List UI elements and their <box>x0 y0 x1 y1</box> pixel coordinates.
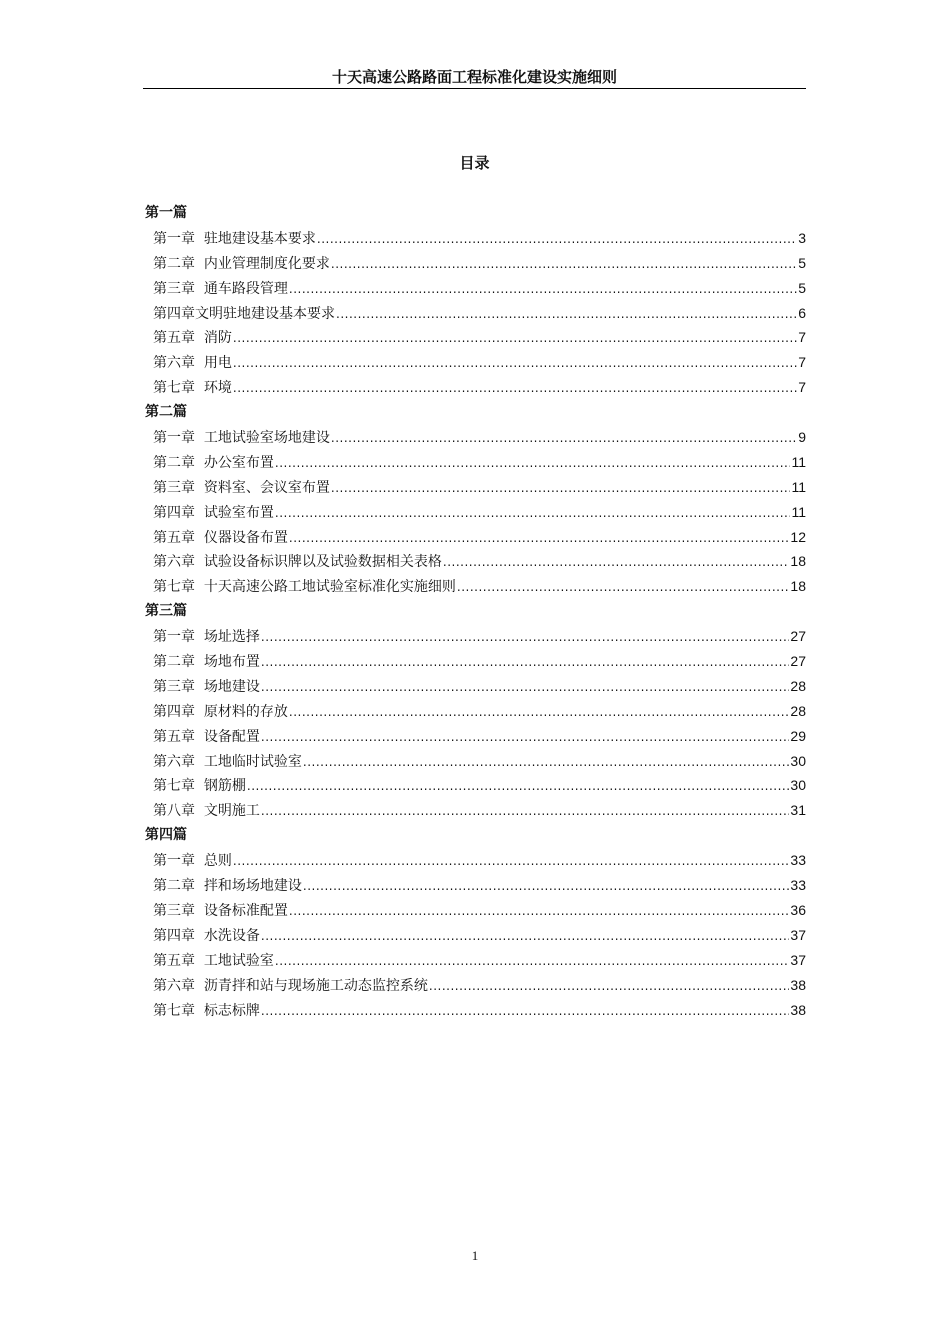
toc-dot-leader <box>261 650 790 675</box>
toc-dot-leader <box>275 501 791 526</box>
toc-part-title: 第三篇 <box>145 603 187 620</box>
toc-entry[interactable] <box>145 873 806 898</box>
toc-entry-page: 31 <box>790 802 806 819</box>
toc-entry-page: 38 <box>790 976 806 993</box>
toc-entry[interactable] <box>145 574 806 599</box>
toc-entry[interactable] <box>145 549 806 574</box>
toc-entry[interactable] <box>145 798 806 823</box>
toc-entry[interactable] <box>145 674 806 699</box>
toc-dot-leader <box>233 849 790 874</box>
toc-entry-label: 第五章 工地试验室 <box>153 952 274 969</box>
toc-dot-leader <box>289 526 790 551</box>
toc-entry[interactable] <box>145 649 806 674</box>
toc-entry-label: 第二章 拌和场场地建设 <box>153 878 302 895</box>
toc-part-title: 第二篇 <box>145 404 187 421</box>
toc-entry-page: 27 <box>790 653 806 670</box>
toc-dot-leader <box>331 426 797 451</box>
page-header-title: 十天高速公路路面工程标准化建设实施细则 <box>331 68 617 86</box>
toc-entry-page: 11 <box>791 453 806 470</box>
toc-entry[interactable] <box>145 749 806 774</box>
toc-entry-label: 第二章 内业管理制度化要求 <box>153 255 330 272</box>
toc-entry-page: 37 <box>790 926 806 943</box>
toc-entry-label: 第五章 仪器设备布置 <box>153 529 288 546</box>
toc-entry[interactable] <box>145 276 806 301</box>
toc-dot-leader <box>336 302 797 327</box>
toc-entry[interactable] <box>145 525 806 550</box>
toc-entry-page: 5 <box>798 254 806 271</box>
toc-entry[interactable] <box>145 699 806 724</box>
toc-entry[interactable] <box>145 425 806 450</box>
toc-entry[interactable] <box>145 226 806 251</box>
toc-entry-page: 33 <box>790 852 806 869</box>
toc-dot-leader <box>275 949 790 974</box>
header-rule <box>143 88 806 89</box>
toc-entry[interactable] <box>145 898 806 923</box>
toc-dot-leader <box>443 550 790 575</box>
toc-title: 目录 <box>459 154 490 172</box>
toc-entry-label: 第四章 水洗设备 <box>153 927 260 944</box>
toc-entry-label: 第三章 资料室、会议室布置 <box>153 479 330 496</box>
toc-entry-label: 第七章 钢筋棚 <box>153 778 246 795</box>
toc-entry-label: 第一章 总则 <box>153 853 232 870</box>
toc-entry-page: 7 <box>798 379 806 396</box>
toc-dot-leader <box>261 999 790 1024</box>
toc-entry-label: 第六章 用电 <box>153 355 232 372</box>
toc-entry-page: 28 <box>790 702 806 719</box>
toc-entry-page: 36 <box>790 901 806 918</box>
toc-entry-page: 28 <box>790 677 806 694</box>
toc-entry[interactable] <box>145 475 806 500</box>
toc-dot-leader <box>289 899 790 924</box>
toc-entry[interactable] <box>145 325 806 350</box>
toc-dot-leader <box>303 750 790 775</box>
toc-dot-leader <box>457 575 790 600</box>
toc-entry-page: 27 <box>790 628 806 645</box>
table-of-contents <box>145 201 806 1022</box>
toc-entry-label: 第四章 试验室布置 <box>153 504 274 521</box>
toc-entry[interactable] <box>145 624 806 649</box>
toc-dot-leader <box>331 476 791 501</box>
toc-entry-page: 37 <box>790 951 806 968</box>
toc-dot-leader <box>233 351 797 376</box>
toc-entry[interactable] <box>145 773 806 798</box>
toc-entry-label: 第七章 标志标牌 <box>153 1002 260 1019</box>
toc-entry-label: 第六章 工地临时试验室 <box>153 753 302 770</box>
toc-dot-leader <box>261 799 790 824</box>
toc-entry-page: 30 <box>790 752 806 769</box>
toc-dot-leader <box>331 252 797 277</box>
toc-entry-label: 第二章 场地布置 <box>153 654 260 671</box>
toc-entry[interactable] <box>145 251 806 276</box>
toc-entry-label: 第六章 试验设备标识牌以及试验数据相关表格 <box>153 554 442 571</box>
toc-entry-page: 5 <box>798 279 806 296</box>
toc-entry-label: 第五章 设备配置 <box>153 728 260 745</box>
toc-entry-label: 第三章 场地建设 <box>153 678 260 695</box>
toc-dot-leader <box>247 774 790 799</box>
toc-dot-leader <box>289 700 790 725</box>
toc-entry-label: 第一章 工地试验室场地建设 <box>153 430 330 447</box>
toc-dot-leader <box>233 326 797 351</box>
toc-dot-leader <box>261 625 790 650</box>
toc-entry-label: 第四章 原材料的存放 <box>153 703 288 720</box>
toc-entry-page: 6 <box>798 304 806 321</box>
toc-entry[interactable] <box>145 998 806 1023</box>
toc-dot-leader <box>303 874 790 899</box>
toc-entry-label: 第一章 场址选择 <box>153 629 260 646</box>
toc-entry-page: 7 <box>798 329 806 346</box>
toc-entry-label: 第八章 文明施工 <box>153 803 260 820</box>
toc-entry-page: 33 <box>790 877 806 894</box>
toc-entry[interactable] <box>145 301 806 326</box>
toc-dot-leader <box>261 924 790 949</box>
toc-entry-label: 第六章 沥青拌和站与现场施工动态监控系统 <box>153 977 428 994</box>
toc-dot-leader <box>289 277 797 302</box>
toc-entry[interactable] <box>145 450 806 475</box>
toc-entry-page: 11 <box>791 503 806 520</box>
toc-entry-page: 38 <box>790 1001 806 1018</box>
toc-entry-label: 第四章文明驻地建设基本要求 <box>153 305 335 322</box>
toc-dot-leader <box>261 725 790 750</box>
toc-dot-leader <box>275 451 791 476</box>
toc-entry-page: 18 <box>790 553 806 570</box>
toc-dot-leader <box>233 376 797 401</box>
toc-dot-leader <box>429 974 790 999</box>
toc-dot-leader <box>317 227 797 252</box>
toc-entry-page: 29 <box>790 727 806 744</box>
toc-entry-label: 第二章 办公室布置 <box>153 454 274 471</box>
toc-entry[interactable] <box>145 350 806 375</box>
toc-entry-page: 3 <box>798 229 806 246</box>
toc-entry[interactable] <box>145 973 806 998</box>
toc-entry-page: 12 <box>790 528 806 545</box>
toc-entry-label: 第三章 设备标准配置 <box>153 902 288 919</box>
page-number: 1 <box>471 1248 479 1263</box>
toc-entry-page: 9 <box>798 429 806 446</box>
toc-entry[interactable] <box>145 923 806 948</box>
toc-entry[interactable] <box>145 500 806 525</box>
toc-entry[interactable] <box>145 948 806 973</box>
toc-entry-page: 7 <box>798 354 806 371</box>
toc-entry-page: 11 <box>791 478 806 495</box>
toc-entry-label: 第七章 环境 <box>153 380 232 397</box>
toc-entry-page: 18 <box>790 578 806 595</box>
toc-entry-label: 第五章 消防 <box>153 330 232 347</box>
toc-part-title: 第一篇 <box>145 205 187 221</box>
toc-entry-page: 30 <box>790 777 806 794</box>
toc-part-title: 第四篇 <box>145 827 187 844</box>
toc-dot-leader <box>261 675 790 700</box>
toc-entry[interactable] <box>145 375 806 400</box>
toc-entry-label: 第三章 通车路段管理 <box>153 280 288 297</box>
toc-entry[interactable] <box>145 848 806 873</box>
toc-entry-label: 第一章 驻地建设基本要求 <box>153 230 316 247</box>
toc-entry-label: 第七章 十天高速公路工地试验室标准化实施细则 <box>153 579 456 596</box>
toc-entry[interactable] <box>145 724 806 749</box>
